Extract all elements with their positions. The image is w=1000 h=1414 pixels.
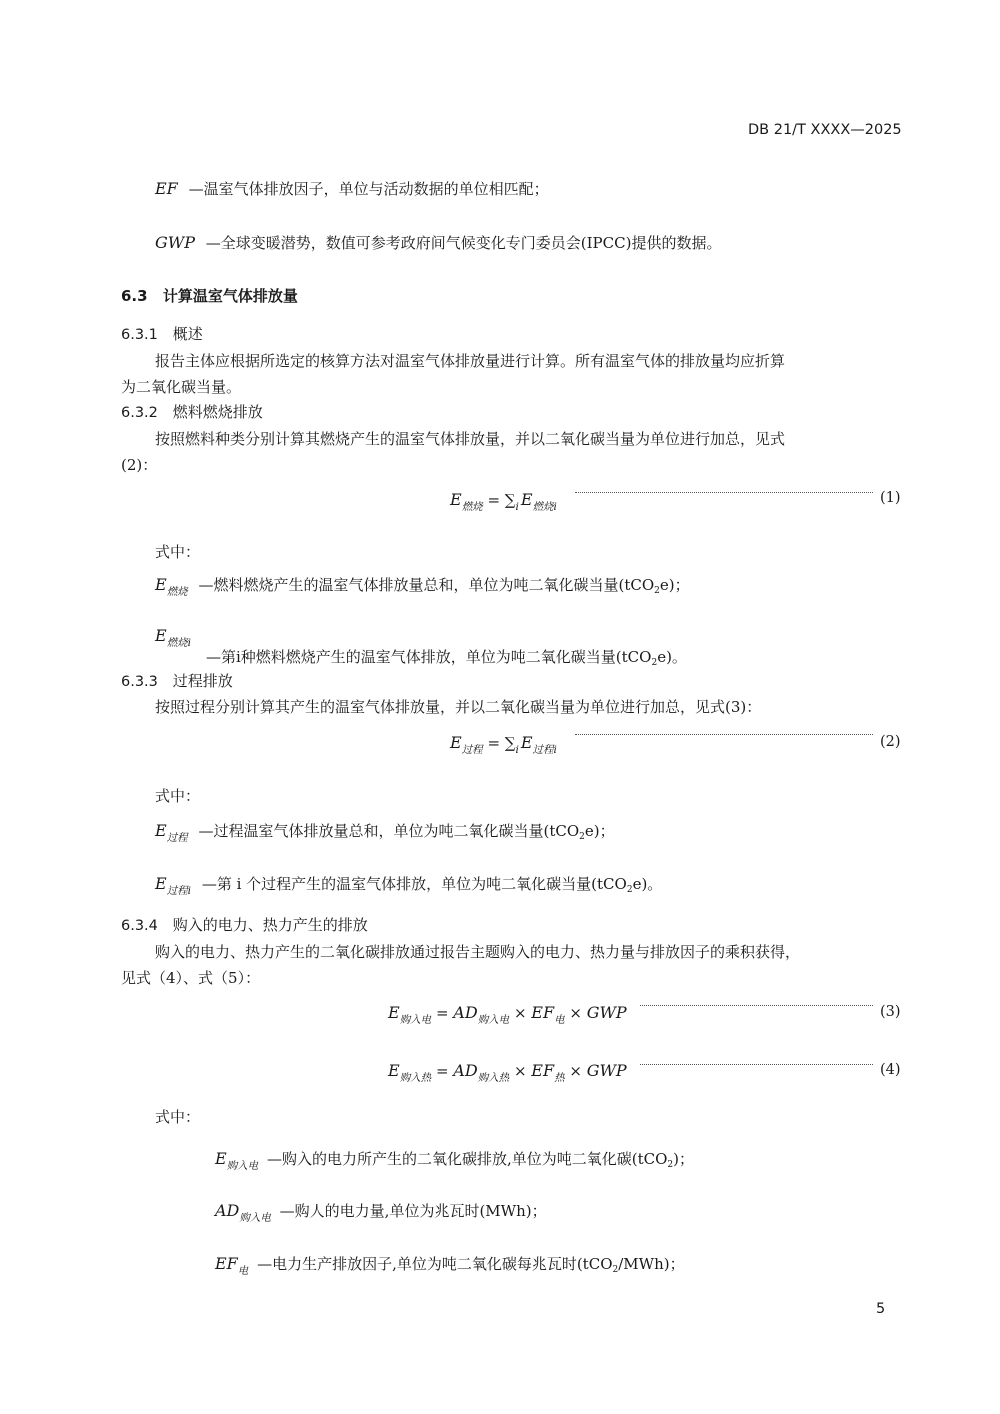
eq-subscript: 过程 xyxy=(461,744,483,756)
subsection-title: 燃料燃烧排放 xyxy=(172,403,263,421)
definition-gwp xyxy=(155,232,721,253)
where-label: 式中： xyxy=(155,543,201,561)
eq-operator: = ∑ xyxy=(482,734,516,752)
subsection-heading-6-3-3 xyxy=(121,670,233,691)
equation-4 xyxy=(388,1061,627,1084)
page-number: 5 xyxy=(876,1301,886,1317)
eq-operator: × xyxy=(509,1062,532,1080)
def-subscript: 过程 xyxy=(166,832,188,844)
equation-number: (1) xyxy=(880,490,901,506)
paragraph-line: 按照过程分别计算其产生的温室气体排放量，并以二氧化碳当量为单位进行加总，见式(3)： xyxy=(155,698,762,716)
eq-symbol: EF xyxy=(531,1061,555,1080)
def-text-end: e)； xyxy=(659,576,690,594)
def-text-subscript: 2 xyxy=(579,832,585,842)
subsection-title: 购入的电力、热力产生的排放 xyxy=(172,916,368,934)
eq-subscript: i xyxy=(515,744,519,756)
eq-operator: = ∑ xyxy=(482,491,516,509)
section-heading-6-3 xyxy=(121,285,298,306)
def-text-end: e)； xyxy=(584,822,615,840)
paragraph-line: 报告主体应根据所选定的核算方法对温室气体排放量进行计算。所有温室气体的排放量均应折算 xyxy=(155,352,786,370)
def-symbol: E xyxy=(155,874,167,893)
def-text: —第i种燃料燃烧产生的温室气体排放，单位为吨二氧化碳当量(tCO xyxy=(206,648,652,666)
symbol-gwp: GWP xyxy=(155,233,195,252)
def-symbol: EF xyxy=(215,1254,238,1273)
equation-leader-dots xyxy=(640,1064,873,1065)
subsection-heading-6-3-4 xyxy=(121,914,368,935)
def-text-end: /MWh)； xyxy=(618,1255,685,1273)
equation-1 xyxy=(450,490,557,513)
eq-symbol: E xyxy=(388,1061,400,1080)
def-text-end: )； xyxy=(673,1150,694,1168)
equation-3 xyxy=(388,1003,627,1026)
where-label: 式中： xyxy=(155,787,201,805)
subsection-title: 过程排放 xyxy=(172,672,233,690)
eq-symbol: GWP xyxy=(586,1061,627,1080)
eq-operator: = xyxy=(431,1062,454,1080)
def-symbol: E xyxy=(155,575,167,594)
def-subscript: 过程i xyxy=(166,885,192,897)
def-text-subscript: 2 xyxy=(626,885,633,895)
def-text: —燃料燃烧产生的温室气体排放量总和，单位为吨二氧化碳当量(tCO xyxy=(198,576,655,594)
def-text: —购入的电力所产生的二氧化碳排放,单位为吨二氧化碳(tCO xyxy=(266,1150,668,1168)
subsection-title: 概述 xyxy=(172,325,203,343)
eq-symbol: AD xyxy=(453,1003,478,1022)
subsection-heading-6-3-2 xyxy=(121,401,263,422)
def-text: —过程温室气体排放量总和，单位为吨二氧化碳当量(tCO xyxy=(198,822,580,840)
eq-subscript: 购入热 xyxy=(399,1072,432,1084)
definition-ef-electricity xyxy=(215,1253,685,1277)
subsection-number: 6.3.4 xyxy=(121,918,158,934)
definition-e-process-i xyxy=(155,873,663,897)
eq-symbol: E xyxy=(450,733,462,752)
eq-subscript: 购入电 xyxy=(477,1014,510,1026)
definition-e-combustion xyxy=(155,574,690,598)
eq-symbol: E xyxy=(520,733,533,752)
def-text: —第 i 个过程产生的温室气体排放，单位为吨二氧化碳当量(tCO xyxy=(201,875,627,893)
section-title: 计算温室气体排放量 xyxy=(162,287,298,305)
eq-operator: × xyxy=(564,1062,587,1080)
paragraph-line: 为二氧化碳当量。 xyxy=(121,378,242,396)
eq-subscript: 燃烧i xyxy=(532,501,557,513)
def-text-subscript: 2 xyxy=(667,1160,674,1170)
paragraph-line: 见式（4）、式（5）： xyxy=(121,969,261,987)
def-subscript: 燃烧 xyxy=(166,586,188,598)
def-text-subscript: 2 xyxy=(612,1265,619,1275)
subsection-number: 6.3.1 xyxy=(121,327,158,343)
eq-subscript: 电 xyxy=(554,1014,565,1026)
section-number: 6.3 xyxy=(121,287,148,305)
eq-symbol: E xyxy=(450,490,462,509)
equation-number: (3) xyxy=(880,1004,901,1020)
def-text-end: e)。 xyxy=(632,875,663,893)
equation-leader-dots xyxy=(575,492,873,493)
eq-symbol: GWP xyxy=(586,1003,627,1022)
eq-operator: = xyxy=(431,1004,454,1022)
def-text: —电力生产排放因子,单位为吨二氧化碳每兆瓦时(tCO xyxy=(257,1255,613,1273)
paragraph-line: 按照燃料种类分别计算其燃烧产生的温室气体排放量，并以二氧化碳当量为单位进行加总，见式 xyxy=(155,430,786,448)
def-text: —购人的电力量,单位为兆瓦时(MWh)； xyxy=(279,1202,547,1220)
def-subscript: 电 xyxy=(237,1265,249,1277)
eq-symbol: E xyxy=(388,1003,400,1022)
eq-operator: × xyxy=(564,1004,587,1022)
definition-symbol-e-combustion-i xyxy=(155,626,192,649)
def-symbol: E xyxy=(155,626,167,645)
definition-e-process xyxy=(155,820,615,844)
definition-text-e-combustion-i xyxy=(206,646,687,667)
def-subscript: 购入电 xyxy=(226,1160,259,1172)
definition-text: —温室气体排放因子，单位与活动数据的单位相匹配； xyxy=(188,180,549,198)
eq-symbol: E xyxy=(520,490,533,509)
eq-subscript: 购入电 xyxy=(399,1014,432,1026)
eq-subscript: i xyxy=(515,501,519,513)
def-text-subscript: 2 xyxy=(654,586,660,596)
def-symbol: AD xyxy=(215,1201,240,1220)
subsection-number: 6.3.2 xyxy=(121,405,158,421)
definition-ad-purchased-electricity xyxy=(215,1200,547,1224)
symbol-ef: EF xyxy=(155,179,178,198)
equation-2 xyxy=(450,733,557,756)
def-symbol: E xyxy=(155,821,167,840)
paragraph-line: (2)： xyxy=(121,456,158,474)
equation-leader-dots xyxy=(575,734,873,735)
eq-symbol: AD xyxy=(453,1061,478,1080)
subsection-heading-6-3-1 xyxy=(121,323,203,344)
equation-leader-dots xyxy=(640,1005,873,1006)
document-code: DB 21/T XXXX—2025 xyxy=(748,122,902,138)
eq-subscript: 燃烧 xyxy=(461,501,483,513)
def-symbol: E xyxy=(215,1149,227,1168)
def-subscript: 燃烧i xyxy=(166,637,192,649)
def-text-subscript: 2 xyxy=(651,658,658,668)
subsection-number: 6.3.3 xyxy=(121,674,158,690)
def-subscript: 购入电 xyxy=(239,1212,271,1224)
definition-text: —全球变暖潜势，数值可参考政府间气候变化专门委员会(IPCC)提供的数据。 xyxy=(205,234,722,252)
eq-subscript: 过程i xyxy=(532,744,557,756)
equation-number: (2) xyxy=(880,734,901,750)
eq-subscript: 热 xyxy=(554,1072,565,1084)
definition-ef xyxy=(155,178,549,199)
eq-symbol: EF xyxy=(531,1003,555,1022)
paragraph-line: 购入的电力、热力产生的二氧化碳排放通过报告主题购入的电力、热力量与排放因子的乘积获得， xyxy=(155,943,801,961)
eq-operator: × xyxy=(509,1004,532,1022)
where-label: 式中： xyxy=(155,1108,201,1126)
equation-number: (4) xyxy=(880,1062,901,1078)
def-text-end: e)。 xyxy=(657,648,687,666)
definition-e-purchased-electricity xyxy=(215,1148,694,1172)
eq-subscript: 购入热 xyxy=(477,1072,510,1084)
